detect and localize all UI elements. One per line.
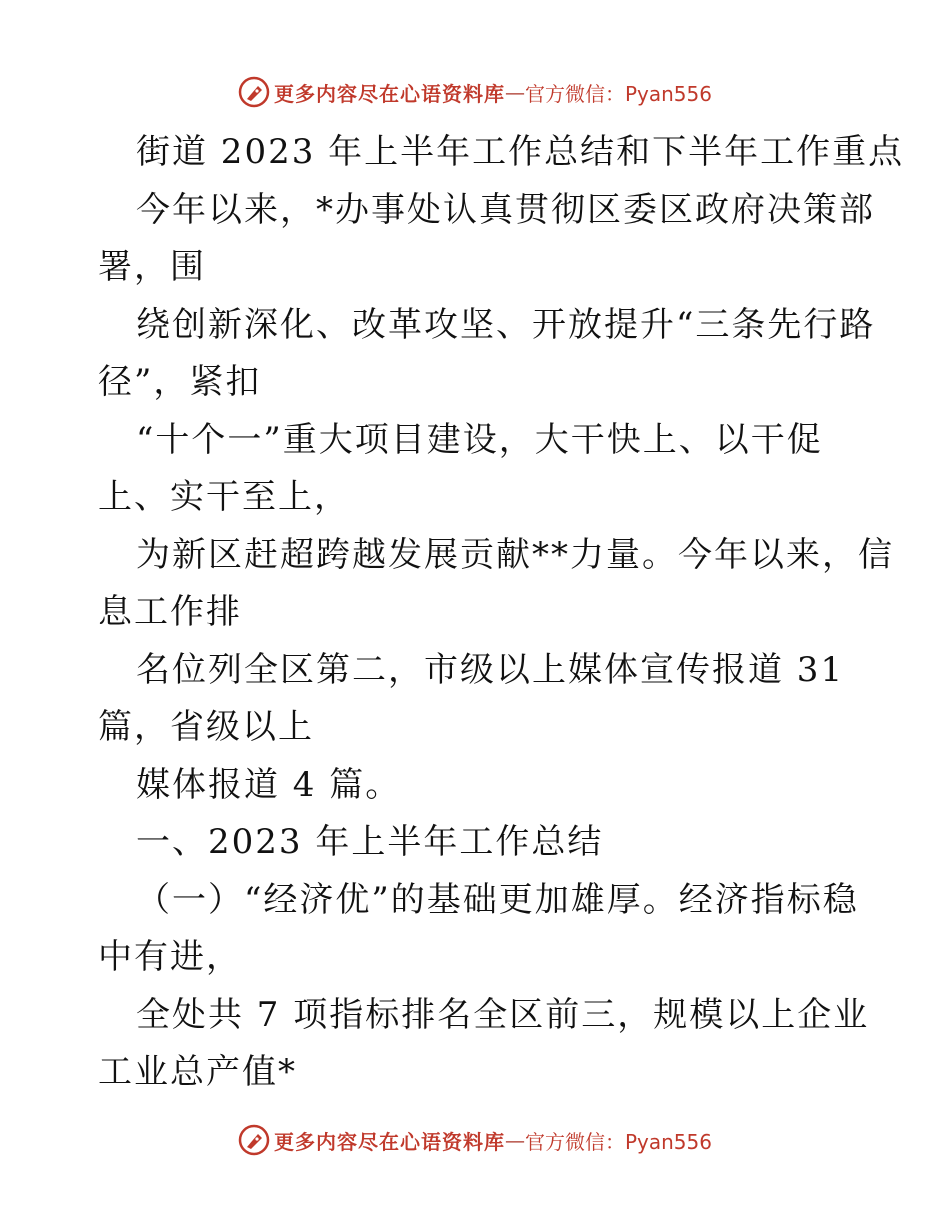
text-line: 绕创新深化、改革攻坚、开放提升“三条先行路 [136,304,876,345]
text-line: 工业总产值* [98,1052,297,1092]
text-line: 为新区赶超跨越发展贡献**力量。今年以来，信 [136,534,894,575]
watermark-wechat: 官方微信：Pyan556 [524,81,712,106]
watermark-separator: — [504,1128,525,1152]
watermark-separator: — [504,80,525,104]
watermark-brand: 更多内容尽在心语资料库 [273,81,505,106]
header-watermark [0,72,950,112]
text-line: “十个一”重大项目建设，大干快上、以干促 [136,419,823,460]
text-line: 一、2023 年上半年工作总结 [136,822,604,862]
footer-watermark [0,1120,950,1160]
text-line: 今年以来，*办事处认真贯彻区委区政府决策部 [136,189,875,230]
pen-nib-logo-icon [238,1124,270,1156]
document-body [98,124,905,1102]
text-line: 名位列全区第二，市级以上媒体宣传报道 31 [136,649,845,690]
text-line: 径”，紧扣 [98,362,262,402]
text-line: 上、实干至上， [98,477,350,517]
watermark-brand: 更多内容尽在心语资料库 [273,1129,505,1154]
text-line: 息工作排 [98,592,242,632]
watermark-wechat: 官方微信：Pyan556 [524,1129,712,1154]
text-line: 街道 2023 年上半年工作总结和下半年工作重点 [136,132,905,172]
text-line: 全处共 7 项指标排名全区前三，规模以上企业 [136,994,870,1035]
text-line: 篇，省级以上 [98,707,314,747]
text-line: 媒体报道 4 篇。 [136,764,402,805]
text-line: 中有进， [98,937,242,977]
pen-nib-logo-icon [238,76,270,108]
text-line: 署，围 [98,247,206,287]
text-line: （一）“经济优”的基础更加雄厚。经济指标稳 [136,879,859,920]
